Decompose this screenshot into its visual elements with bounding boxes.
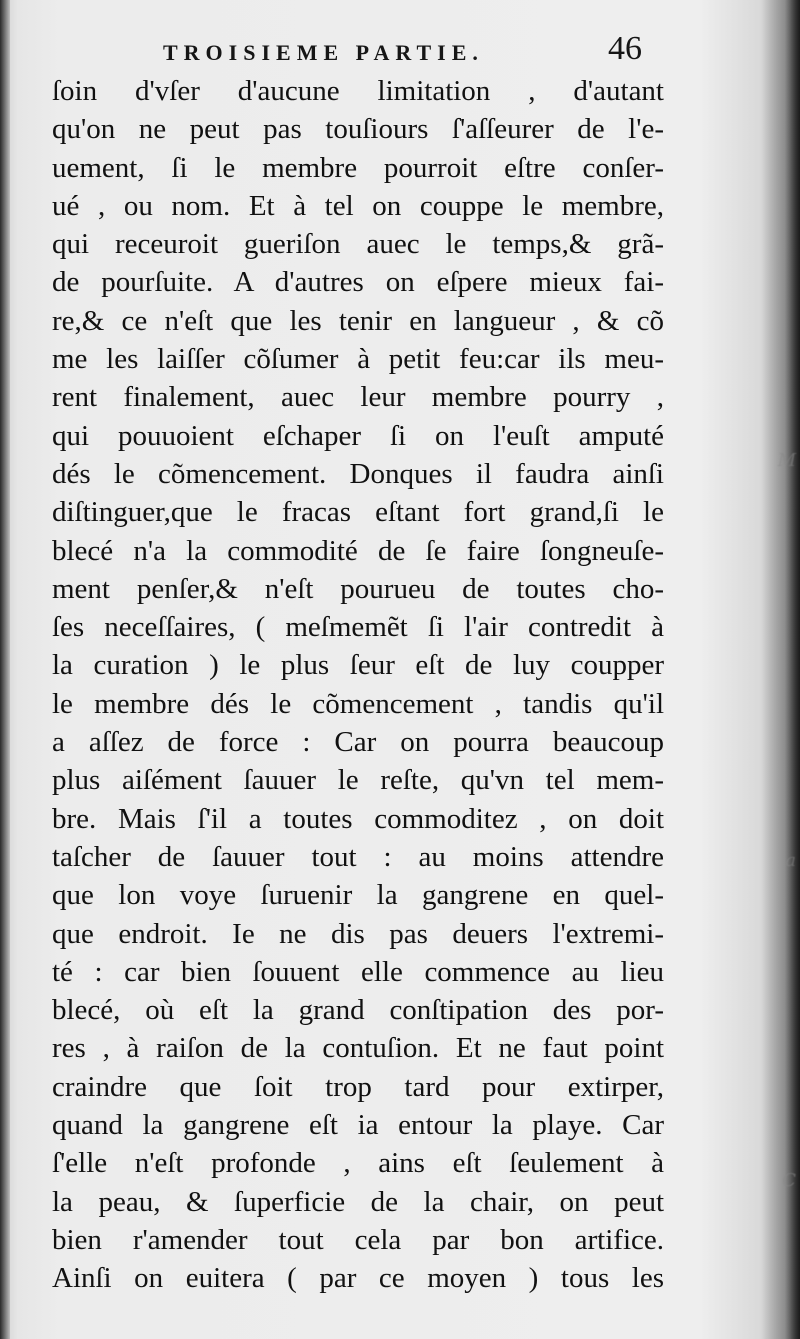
- text-line: diſtinguer,que le fracas eſtant fort grand,ſi le: [52, 496, 664, 529]
- text-line: qui pouuoient eſchaper ſi on l'euſt amputé: [52, 419, 664, 452]
- page-gutter-shadow: [0, 0, 10, 1339]
- text-line: bre. Mais ſ'il a toutes commoditez , on doit: [52, 802, 664, 835]
- text-line: uement, ſi le membre pourroit eſtre conſer-: [52, 151, 664, 184]
- text-line: re,& ce n'eſt que les tenir en langueur , & cõ: [52, 304, 664, 337]
- text-line: rent finalement, auec leur membre pourry ,: [52, 381, 664, 414]
- running-title: TROISIEME PARTIE.: [163, 40, 484, 65]
- text-line: ſ'elle n'eſt profonde , ains eſt ſeulement à: [52, 1147, 664, 1180]
- text-line: que endroit. Ie ne dis pas deuers l'extremi-: [52, 917, 664, 950]
- text-line: le membre dés le cõmencement , tandis qu'il: [52, 687, 664, 720]
- text-line: quand la gangrene eſt ia entour la playe. Car: [52, 1109, 664, 1142]
- text-line: taſcher de ſauuer tout : au moins attendre: [52, 840, 664, 873]
- text-line: me les laiſſer cõſumer à petit feu:car ils meu-: [52, 343, 664, 376]
- text-line: la peau, & ſuperficie de la chair, on peut: [52, 1185, 664, 1218]
- running-head: [0, 30, 800, 74]
- text-line: qu'on ne peut pas touſiours ſ'aſſeurer de l'e-: [52, 113, 664, 146]
- text-line: craindre que ſoit trop tard pour extirper,: [52, 1070, 664, 1103]
- text-line: ué , ou nom. Et à tel on couppe le membre,: [52, 189, 664, 222]
- text-line: a aſſez de force : Car on pourra beaucoup: [52, 726, 664, 759]
- text-line: res , à raiſon de la contuſion. Et ne faut point: [52, 1032, 664, 1065]
- text-line: de pourſuite. A d'autres on eſpere mieux fai-: [52, 266, 664, 299]
- facing-page-edge: [762, 0, 800, 1339]
- text-line: dés le cõmencement. Donques il faudra ainſi: [52, 457, 664, 490]
- text-line: ſes neceſſaires, ( meſmemẽt ſi l'air contredit à: [52, 611, 664, 644]
- text-line: blecé n'a la commodité de ſe faire ſongneuſe-: [52, 534, 664, 567]
- text-line: la curation ) le plus ſeur eſt de luy coupper: [52, 649, 664, 682]
- body-text: [52, 72, 664, 1298]
- bleed-through-mark: M: [777, 450, 796, 471]
- text-line: ſoin d'vſer d'aucune limitation , d'autant: [52, 75, 664, 107]
- text-line: Ainſi on euitera ( par ce moyen ) tous les: [52, 1262, 664, 1295]
- text-line: ment penſer,& n'eſt pourueu de toutes cho-: [52, 572, 664, 605]
- text-line: blecé, où eſt la grand conſtipation des por-: [52, 994, 664, 1027]
- text-line: té : car bien ſouuent elle commence au lieu: [52, 955, 664, 988]
- text-line: bien r'amender tout cela par bon artifice.: [52, 1223, 664, 1256]
- bleed-through-mark: a: [785, 850, 796, 871]
- text-line: qui receuroit gueriſon auec le temps,& grã-: [52, 228, 664, 261]
- bleed-through-mark: C: [782, 1170, 796, 1191]
- page-number: 46: [608, 30, 642, 67]
- text-line: plus aiſément ſauuer le reſte, qu'vn tel mem-: [52, 764, 664, 797]
- text-line: que lon voye ſuruenir la gangrene en quel-: [52, 879, 664, 912]
